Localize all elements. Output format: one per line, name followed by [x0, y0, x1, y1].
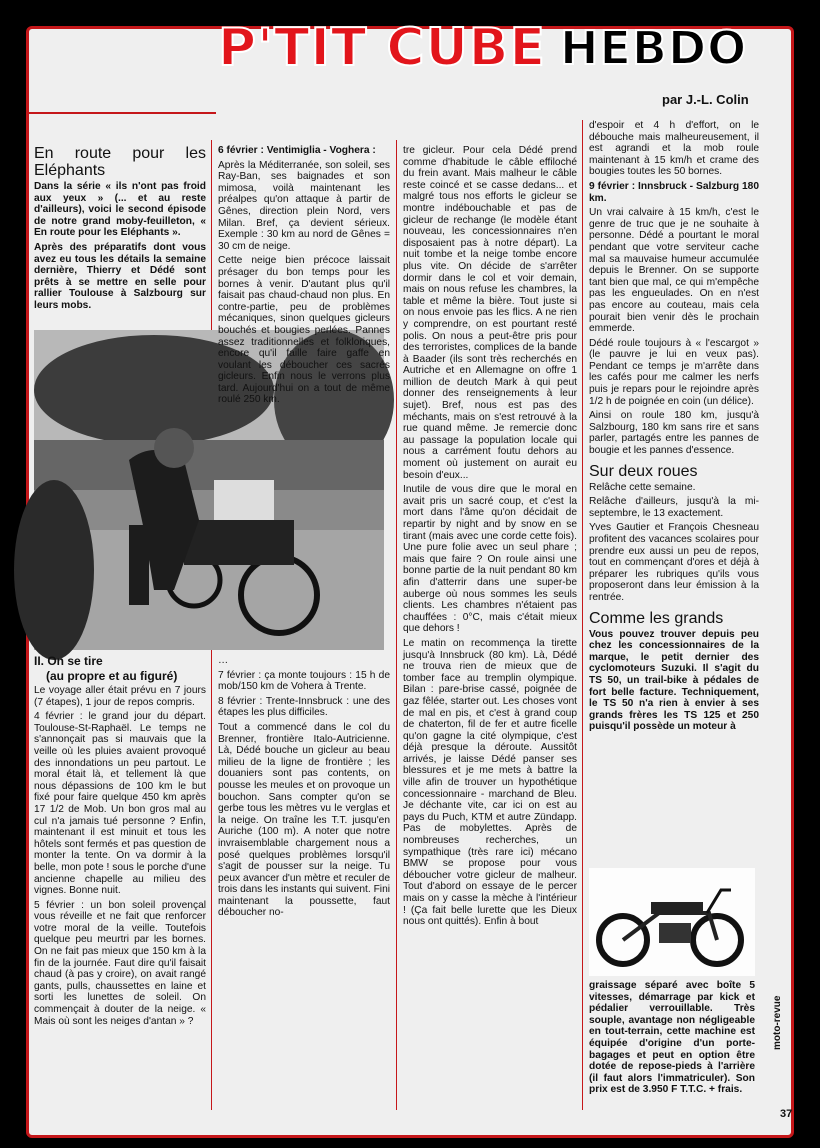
- header-rule: [26, 112, 216, 114]
- paragraph: Le voyage aller était prévu en 7 jours (7 étapes), 1 jour de repos compris.: [34, 685, 206, 708]
- title-ptit-cube: P'TIT CUBE: [218, 18, 546, 78]
- section-subtitle: (au propre et au figuré): [46, 669, 178, 683]
- title-hebdo: HEBDO: [560, 21, 748, 75]
- paragraph: Dédé roule toujours à « l'escargot » (le pauvre je lui en veux pas). Pendant ce temps je m'arrête dans les cafés pour me calmer les nerfs puis je repars pour le rejoindre après 1/2 h de poignée en coin (un délice).: [589, 337, 759, 407]
- article-heading: En route pour les Eléphants: [34, 145, 206, 179]
- paragraph: Un vrai calvaire à 15 km/h, c'est le genre de truc que je ne souhaite à personne. Dédé a pourtant le moral pendant que votre serviteur cache mal sa mauvaise humeur accumulée depuis le Brenner. On se supporte tant bien que mal, ce qui m'empêche pas les engueulades. On en n'est pas encore au couteau, mais cela pourait bien venir dès le prochain emmerde.: [589, 207, 759, 335]
- paragraph: 5 février : un bon soleil provençal vous réveille et ne fait que renforcer votre moral de la veille. Toutefois quelque peu meurtri par les bornes. On ne fait pas mieux que 150 km à la fin de la journée. Faut dire qu'il faisait chaud (à pas y croire), on avait rangé gants, pulls, chaussettes en laine et sorti les lunettes de soleil. On commençait à douter de la neige. « Mais où sont les neiges d'antan » ?: [34, 899, 206, 1027]
- photo-illustration: [589, 868, 755, 976]
- section-title: II. On se tire: [34, 654, 103, 668]
- intro-paragraph: Dans la série « ils n'ont pas froid aux yeux » (... et au reste d'ailleurs), voici le second épisode de notre grand moby-feuilleton, « En route pour les Eléphants ».: [34, 181, 206, 239]
- paragraph: Relâche cette semaine.: [589, 481, 696, 493]
- paragraph: 7 février : ça monte toujours : 15 h de mob/150 km de Vohera à Trente.: [218, 669, 390, 693]
- column-4-bottom: [589, 980, 755, 1110]
- paragraph: Ainsi on roule 180 km, jusqu'à Salzbourg, 180 km sans rire et sans parler, partagés entre les pannes de bougie et les pannes d'essence.: [589, 410, 759, 457]
- byline: par J.-L. Colin: [662, 92, 749, 107]
- paragraph: Inutile de vous dire que le moral en avait pris un sacré coup, et c'est la mort dans l'âme qu'on décidait de repartir by night and by snow en se tirant (mais avec une corde cette fois). Une pure folie avec un seul phare ; mais que faire ? On roule ainsi une bonne partie de la nuit pendant 80 km afin d'atterrir dans une super-be auberge où nous sommes les seuls clients. Les chambres n'étaient pas chauffées : 0°C, mais c'était mieux que dehors !: [403, 484, 577, 635]
- column-1-bottom: [34, 655, 206, 1110]
- paragraph: tre gicleur. Pour cela Dédé prend comme d'habitude le câble effiloché du frein avant. Mais malheur le câble reste coincé et se casse dedans... et malgré tous nos efforts le gicleur se montre indébouchable et pas de gicleur de rechange (le modèle étant nouveau, les concessionnaires n'en disposaient pas à notre départ). La nuit tombe et la neige tombe encore plus vite. On décide de s'arrêter dormir dans le col et voir demain, mais on nous refuse les chambres, la table et même la bière. Tout juste si on nous envoie pas les flics. A ne rien y comprendre, on est pourtant resté polis. On nous a peut-être pris pour des terroristes, complices de la bande à Baader (ils sont très recherchés en Autriche et en Allemagne on offre 1 million de deutch Mark à qui peut donner des renseignements à leur sujet). Bref, nous est pas des méchants, mais on s'est retrouvé à la rue quand même. Je remercie donc au passage la population locale qui nous a carrément foutu dehors au moment où justement on aurait eu besoin d'eux...: [403, 145, 577, 481]
- paragraph: …: [218, 655, 229, 666]
- day-heading: 6 février : Ventimiglia - Voghera :: [218, 145, 376, 156]
- column-rule: [396, 140, 397, 1110]
- photo-suzuki-ts50: [589, 868, 755, 976]
- heading-comme-les-grands: Comme les grands: [589, 609, 724, 627]
- paragraph: Yves Gautier et François Chesneau profitent des vacances scolaires pour prendre eux aussi un peu de repos, tout en commençant d'ores et déjà à préparer les rubriques qu'ils vous proposeront dans leur émission à la rentrée.: [589, 522, 759, 603]
- paragraph: Vous pouvez trouver depuis peu chez les concessionnaires de la marque, le petit dernier des cyclomoteurs Suzuki. Il s'agit du TS 50, un trail-bike à pédales de fort belle facture. Techniquement, le TS 50 n'a rien à envier à ses grands frères les TS 125 et 250 puisqu'il possède un moteur à: [589, 628, 759, 733]
- heading-sur-deux-roues: Sur deux roues: [589, 462, 698, 480]
- paragraph: d'espoir et 4 h d'effort, on le débouche mais malheureusement, il est agrandi et la mob roule maintenant à 15 km/h et crame des bougies toutes les 50 bornes.: [589, 120, 759, 178]
- column-rule: [582, 120, 583, 1110]
- column-1-top: [34, 145, 206, 325]
- paragraph: graissage séparé avec boîte 5 vitesses, démarrage par kick et pédalier verrouillable. Très souple, avantage non négligeable en tout-terrain, cette machine est équipée d'origine d'un porte-bagages et peut en option être dotée de repose-pieds à l'arrière (il faut alors l'immatriculer). Son prix est de 3.950 F T.T.C. + frais.: [589, 980, 755, 1096]
- paragraph: Après la Méditerranée, son soleil, ses Ray-Ban, ses baignades et son mimosa, voilà maintenant les préalpes qu'on attaque à partir de Gênes, direction plein Nord, vers Milan. Bref, ça devient sérieux. Exemple : 30 km au nord de Gênes = 30 cm de neige.: [218, 159, 390, 252]
- day-heading: 9 février : Innsbruck - Salzburg 180 km.: [589, 180, 759, 204]
- intro-paragraph-2: Après des préparatifs dont vous avez eu tous les détails la semaine dernière, Thierry et Dédé sont prêts à se mettre en selle pour rallier Toulouse à Salzbourg sur leurs mobs.: [34, 241, 206, 311]
- column-2-bottom: [218, 655, 390, 1110]
- paragraph: 4 février : le grand jour du départ. Toulouse-St-Raphaël. Le temps ne s'annonçait pas si mauvais que la veille où les pluies avaient provoqué des innondations un peu partout. Le moral était là, et tellement là que nous dépassions de 100 km le but fixé pour faire quelque 450 km après 17 1/2 de Mob. Un bon gros mal au cul n'a jamais tué personne ? Enfin, maintenant il est minuit et tous les hôtels sont fermés et pas question de monter la tente. On va dormir à la belle, mon pote ! sous le porche d'une ancienne chapelle au milieu des vignes. Bonne nuit.: [34, 711, 206, 897]
- paragraph: Relâche d'ailleurs, jusqu'à la mi-septembre, le 13 exactement.: [589, 496, 759, 519]
- paragraph: Le matin on recommença la tirette jusqu'à Innsbruck (80 km). Là, Dédé ne trouva rien de mieux que de tomber face au tremplin olympique. Bilan : pare-brise cassé, poignée de gaz fêlée, starter out. Les choses vont de mal en pis, et c'est à grand coup de chaterton, fil de fer et autre ficelle qu'on gagne la cité olympique, c'est déjà presque la déroute. Aussitôt arrivés, je laisse Dédé panser ses blessures et je me mets à battre la ville afin de trouver un hypothétique concessionnaire - marchand de Bleu. Je déchante vite, car ici on est au pays du Puch, KTM et autre Zündapp. Pas de mobylettes. Après de nombreuses recherches, un sympathique (très rare ici) mécano BMW se propose pour vous déboucher votre gicleur de malheur. Tout d'abord on essaye de le percer mais on y casse la mèche à l'intérieur ! (Ça fait belle lurette que les Dieux nous ont quittés). Enfin à bout: [403, 637, 577, 928]
- magazine-name: moto-revue: [772, 995, 783, 1050]
- page-number: 37: [780, 1108, 793, 1120]
- paragraph: Cette neige bien précoce laissait présager du bon temps pour les bornes à venir. D'autant plus qu'il faisait pas chaud-chaud non plus. En contre-partie, peu de problèmes mécaniques, sinon quelques gicleurs bouchés et bougies perlées. Pannes assez traditionnelles et folkloriques, encore qu'il faille faire gaffe en voulant les déboucher ces sacrés gicleurs. Enfin nous le verrons plus tard. Aujourd'hui on a tout de même roulé 250 km.: [218, 255, 390, 406]
- column-2-top: [218, 145, 390, 406]
- paragraph: Tout a commencé dans le col du Brenner, frontière Italo-Autricienne. Là, Dédé bouche un gicleur au beau milieu de la ligne de frontière ; les douaniers sont pas contents, on pousse les meules et on provoque un bouchon. Sans compter qu'on se gerbe tous les mètres vu le verglas et la neige. On traîne les T.T. jusqu'en Auriche (100 m). A noter que notre invraisemblable chargement nous a posé quelques problèmes lorsqu'il s'agit de pousser sur la neige. Tu peux avancer d'un mètre et reculer de trois dans les instants qui suivent. Fini maintenant la poussette, faut déboucher no-: [218, 721, 390, 919]
- paragraph: 8 février : Trente-Innsbruck : une des étapes les plus difficiles.: [218, 695, 390, 719]
- column-4: [589, 120, 759, 865]
- column-3: [403, 145, 577, 1110]
